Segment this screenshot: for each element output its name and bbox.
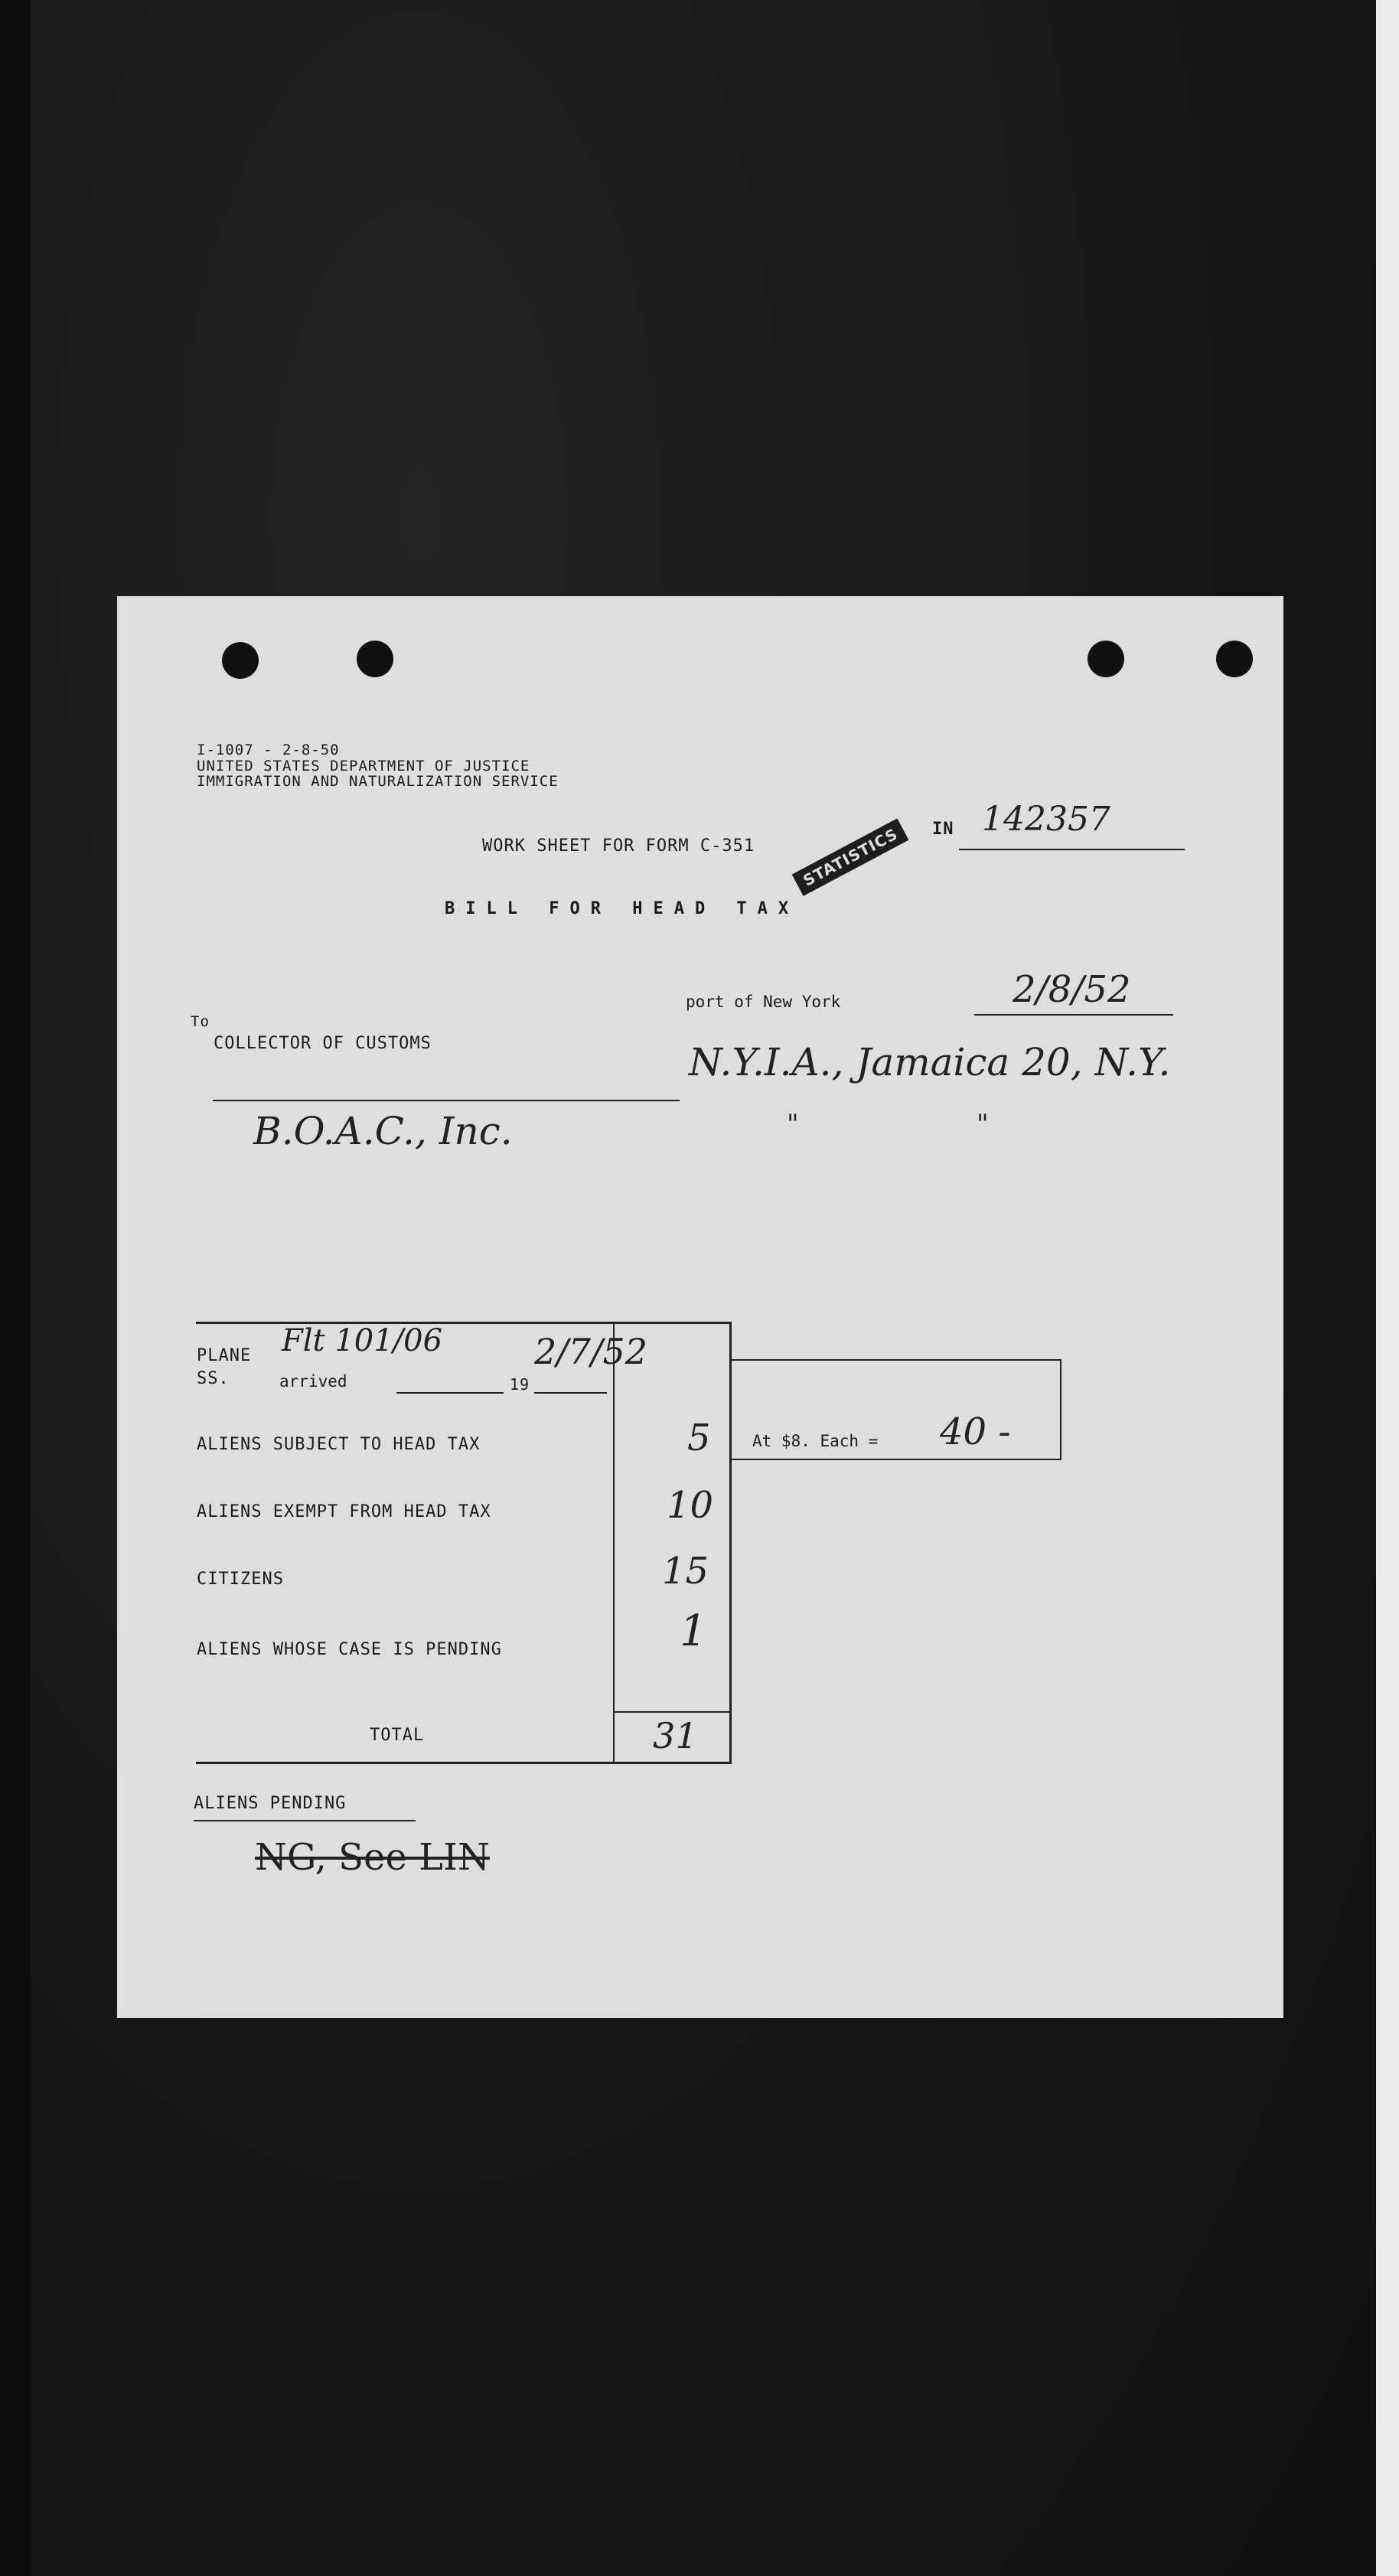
bill-title: BILL FOR HEAD TAX	[445, 899, 800, 918]
row-value: 15	[662, 1550, 709, 1593]
head-tax-amount: 40 -	[940, 1410, 1011, 1453]
row-value: 10	[667, 1484, 714, 1527]
table-right-rule	[729, 1322, 732, 1764]
form-reference: I-1007 - 2-8-50	[197, 742, 340, 758]
punch-hole	[1216, 641, 1253, 677]
in-number: 142357	[982, 800, 1110, 839]
statistics-stamp: STATISTICS	[792, 818, 909, 896]
total-value: 31	[653, 1715, 698, 1756]
total-separator	[613, 1711, 729, 1713]
airport-location: N.Y.I.A., Jamaica 20, N.Y.	[689, 1040, 1171, 1084]
rate-box-top	[732, 1359, 1061, 1361]
plane-label: PLANE	[197, 1346, 252, 1365]
rate-box-bottom	[732, 1459, 1061, 1460]
in-label: IN	[932, 820, 954, 839]
table-top-rule	[196, 1322, 729, 1324]
head-tax-worksheet	[117, 596, 1283, 2018]
punch-hole	[1088, 641, 1124, 677]
punch-hole	[222, 642, 259, 679]
film-edge-right	[1376, 0, 1399, 2576]
department-name: UNITED STATES DEPARTMENT OF JUSTICE	[197, 758, 530, 774]
table-bottom-rule	[196, 1762, 729, 1764]
ditto-mark: "	[787, 1109, 799, 1140]
row-label: ALIENS WHOSE CASE IS PENDING	[197, 1640, 502, 1659]
date-underline	[974, 1014, 1173, 1016]
rate-label: At $8. Each =	[752, 1432, 879, 1450]
aliens-pending-label: ALIENS PENDING	[194, 1794, 347, 1813]
row-value: 1	[680, 1606, 707, 1656]
collector-underline	[213, 1100, 680, 1101]
in-number-underline	[959, 849, 1185, 850]
year-label: 19	[510, 1375, 530, 1394]
row-label: CITIZENS	[197, 1570, 284, 1589]
year-underline	[534, 1392, 607, 1394]
carrier-name: B.O.A.C., Inc.	[253, 1109, 513, 1153]
punch-hole	[357, 641, 393, 677]
worksheet-title: WORK SHEET FOR FORM C-351	[482, 836, 755, 856]
port-label: port of New York	[686, 993, 841, 1011]
row-value: 5	[687, 1417, 711, 1459]
ss-label: SS.	[197, 1369, 230, 1388]
row-label: ALIENS SUBJECT TO HEAD TAX	[197, 1435, 481, 1454]
service-name: IMMIGRATION AND NATURALIZATION SERVICE	[197, 773, 559, 790]
rate-box-right	[1060, 1359, 1061, 1460]
arrived-underline	[396, 1392, 504, 1394]
arrived-label: arrived	[279, 1372, 347, 1391]
collector-label: COLLECTOR OF CUSTOMS	[214, 1034, 432, 1053]
pending-underline	[194, 1820, 416, 1821]
row-label: ALIENS EXEMPT FROM HEAD TAX	[197, 1502, 491, 1521]
film-edge-left	[0, 0, 31, 2576]
ditto-mark: "	[977, 1109, 989, 1140]
bill-date: 2/8/52	[1013, 968, 1131, 1011]
value-column-rule	[613, 1322, 615, 1764]
flight-number: Flt 101/06	[282, 1323, 443, 1358]
to-mark: To	[191, 1013, 210, 1030]
arrival-date: 2/7/52	[534, 1331, 648, 1372]
pending-note: NG, See LIN	[255, 1836, 490, 1879]
total-label: TOTAL	[370, 1726, 425, 1745]
